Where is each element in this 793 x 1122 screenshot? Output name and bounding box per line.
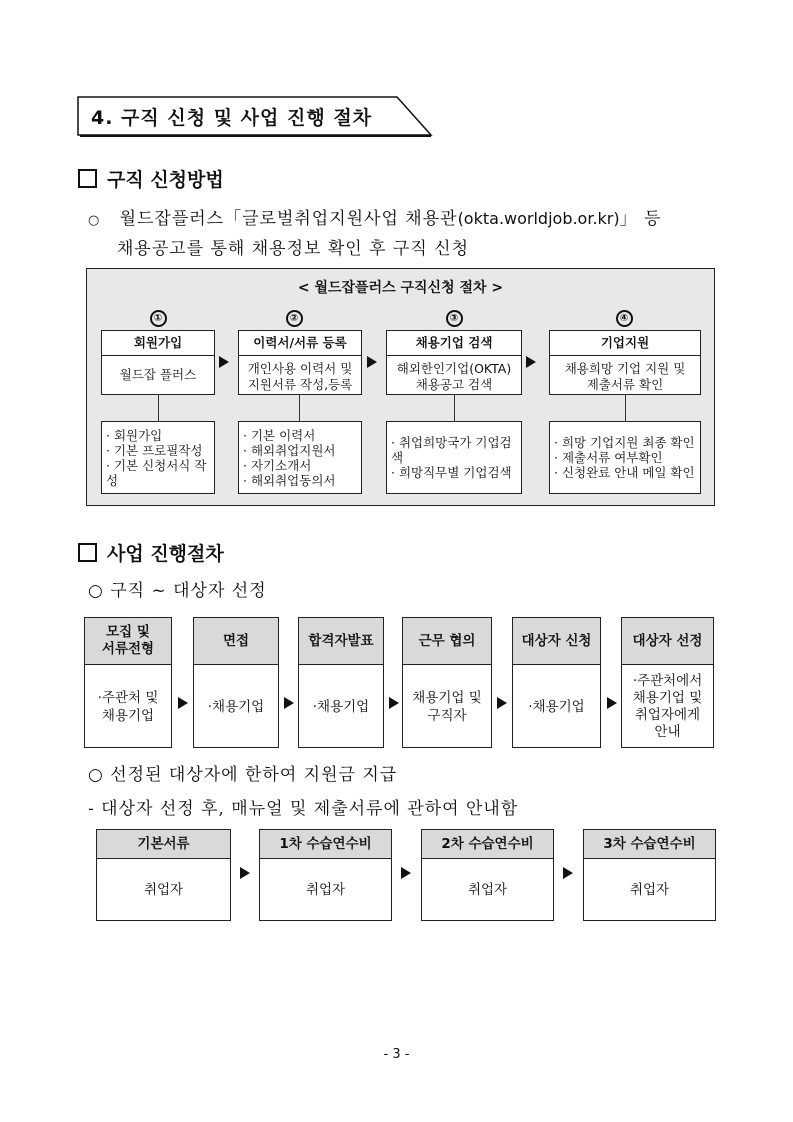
stage-box-4 — [402, 617, 492, 748]
stage-title — [513, 618, 600, 665]
detail-item: · 해외취업지원서 — [243, 442, 336, 458]
job-application-text-line2: 채용공고를 통해 채용정보 확인 후 구직 신청 — [117, 239, 470, 259]
detail-item: · 희망직무별 기업검색 — [391, 465, 512, 480]
job-application-text-line1 — [88, 204, 661, 229]
heading-business-process — [78, 539, 224, 566]
connector-line — [454, 395, 455, 421]
stage-box-6 — [621, 617, 714, 748]
payment-box-1 — [96, 829, 231, 921]
step-number-text: ④ — [616, 310, 633, 327]
step-number-2 — [284, 309, 304, 329]
arrow-right-icon — [607, 697, 617, 709]
step-card-3 — [386, 330, 522, 395]
payment-box-3 — [421, 829, 554, 921]
url-text: (okta.worldjob.or.kr) — [457, 209, 620, 228]
payment-body: 취업자 — [305, 882, 346, 898]
stage-body-line: ·주관처 및 — [97, 689, 159, 706]
step-body — [550, 356, 700, 393]
step-body-line: 채용공고 검색 — [415, 377, 493, 392]
connector-line — [158, 395, 159, 421]
panel-title: < 월드잡플러스 구직신청 절차 > — [297, 280, 504, 296]
arrow-right-icon — [178, 697, 188, 709]
checkbox-square-icon — [78, 169, 97, 188]
heading-text: 구직 신청방법 — [107, 169, 224, 191]
heading-text: 사업 진행절차 — [107, 543, 224, 565]
step-body-line: 월드잡 플러스 — [119, 367, 197, 382]
stage-body-line: 취업자에게 — [634, 706, 701, 723]
step-title: 기업지원 — [550, 331, 700, 356]
step-body — [387, 356, 521, 393]
stage-title-line: 합격자발표 — [308, 632, 374, 649]
sub-heading-selection: ○ 구직 ~ 대상자 선정 — [88, 581, 267, 601]
arrow-right-icon — [497, 697, 507, 709]
step-body-line: 해외한인기업(OKTA) — [396, 361, 512, 376]
connector-line — [625, 395, 626, 421]
stage-body — [85, 665, 171, 748]
detail-item: · 자기소개서 — [243, 457, 312, 473]
arrow-right-icon — [284, 697, 294, 709]
page-number: - 3 - — [383, 1047, 410, 1062]
step-card-1 — [101, 330, 215, 395]
payment-body: 취업자 — [143, 882, 184, 898]
arrow-right-icon — [219, 356, 229, 368]
step-details-2 — [238, 421, 362, 494]
stage-title-line: 대상자 신청 — [521, 632, 592, 649]
arrow-right-icon — [526, 356, 536, 368]
stage-title-line: 대상자 선정 — [632, 632, 703, 649]
payment-title: 기본서류 — [97, 830, 230, 859]
stage-title-line: 근무 협의 — [418, 632, 476, 649]
stage-body-line: 채용기업 및 — [412, 689, 482, 706]
step-number-text: ① — [150, 310, 167, 327]
detail-item: · 기본 신청서식 작성 — [106, 457, 207, 488]
worldjob-procedure-panel — [86, 268, 715, 506]
payment-box-2 — [259, 829, 392, 921]
section-title-banner — [77, 96, 432, 136]
stage-body — [622, 665, 713, 748]
step-number-text: ③ — [446, 310, 463, 327]
detail-item: · 희망 기업지원 최종 확인 — [554, 435, 695, 450]
step-number-1 — [148, 309, 168, 329]
step-body-line: 지원서류 작성,등록 — [247, 377, 353, 392]
detail-item: · 기본 이력서 — [243, 427, 316, 443]
arrow-right-icon — [389, 697, 399, 709]
arrow-right-icon — [367, 356, 377, 368]
checkbox-square-icon — [78, 543, 97, 562]
arrow-right-icon — [563, 867, 573, 879]
payment-title: 3차 수습연수비 — [584, 830, 715, 859]
bullet-circle: ○ — [88, 213, 101, 228]
step-title: 회원가입 — [102, 331, 214, 356]
stage-body — [194, 665, 278, 748]
stage-title — [403, 618, 491, 665]
stage-body — [513, 665, 600, 748]
stage-body-line: 안내 — [654, 723, 681, 740]
detail-item: · 회원가입 — [106, 427, 163, 443]
stage-body-line: ·채용기업 — [528, 698, 585, 715]
step-card-2 — [238, 330, 362, 395]
stage-body-line: 채용기업 및 — [632, 689, 703, 706]
stage-box-3 — [298, 617, 384, 748]
stage-title-line: 면접 — [222, 632, 250, 649]
step-body-line: 제출서류 확인 — [586, 377, 664, 392]
step-number-4 — [614, 309, 634, 329]
payment-body: 취업자 — [467, 882, 508, 898]
step-details-4 — [549, 421, 701, 494]
text-suffix: 」 등 — [619, 209, 662, 229]
step-details-1 — [101, 421, 215, 494]
section-title: 4. 구직 신청 및 사업 진행 절차 — [91, 107, 373, 129]
payment-title: 1차 수습연수비 — [260, 830, 391, 859]
detail-item: · 신청완료 안내 메일 확인 — [554, 465, 695, 480]
stage-body-line: 구직자 — [427, 707, 467, 724]
detail-item: · 기본 프로필작성 — [106, 442, 203, 458]
step-body-line: 채용희망 기업 지원 및 — [564, 361, 686, 376]
step-title: 이력서/서류 등록 — [239, 331, 361, 356]
stage-title-line: 모집 및 — [106, 624, 150, 640]
stage-box-2 — [193, 617, 279, 748]
stage-body-line: ·채용기업 — [312, 698, 370, 715]
stage-box-5 — [512, 617, 601, 748]
stage-title — [299, 618, 383, 665]
connector-line — [299, 395, 300, 421]
stage-body-line: ·채용기업 — [207, 698, 265, 715]
payment-title: 2차 수습연수비 — [422, 830, 553, 859]
step-body — [239, 356, 361, 393]
step-body — [102, 356, 214, 383]
stage-body-line: ·주관처에서 — [632, 672, 703, 689]
text-prefix: 월드잡플러스「글로벌취업지원사업 채용관 — [119, 209, 458, 229]
step-title: 채용기업 검색 — [387, 331, 521, 356]
step-card-4 — [549, 330, 701, 395]
step-details-3 — [386, 421, 522, 494]
detail-item: · 취업희망국가 기업검색 — [391, 435, 512, 465]
heading-job-application — [78, 165, 224, 192]
payment-box-4 — [583, 829, 716, 921]
stage-body-line: 채용기업 — [101, 707, 155, 724]
stage-box-1 — [84, 617, 172, 748]
step-number-3 — [444, 309, 464, 329]
stage-title — [194, 618, 278, 665]
detail-item: · 제출서류 여부확인 — [554, 450, 663, 465]
payment-body: 취업자 — [629, 882, 670, 898]
arrow-right-icon — [401, 867, 411, 879]
stage-body — [403, 665, 491, 748]
detail-item: · 해외취업동의서 — [243, 472, 336, 488]
stage-title — [622, 618, 713, 665]
step-body-line: 개인사용 이력서 및 — [247, 361, 353, 376]
step-number-text: ② — [286, 310, 303, 327]
stage-title — [85, 618, 171, 665]
sub-note-guidance: - 대상자 선정 후, 매뉴얼 및 제출서류에 관하여 안내함 — [88, 799, 519, 819]
stage-title-line: 서류전형 — [101, 641, 155, 657]
arrow-right-icon — [240, 867, 250, 879]
stage-body — [299, 665, 383, 748]
sub-heading-subsidy: ○ 선정된 대상자에 한하여 지원금 지급 — [88, 765, 398, 785]
